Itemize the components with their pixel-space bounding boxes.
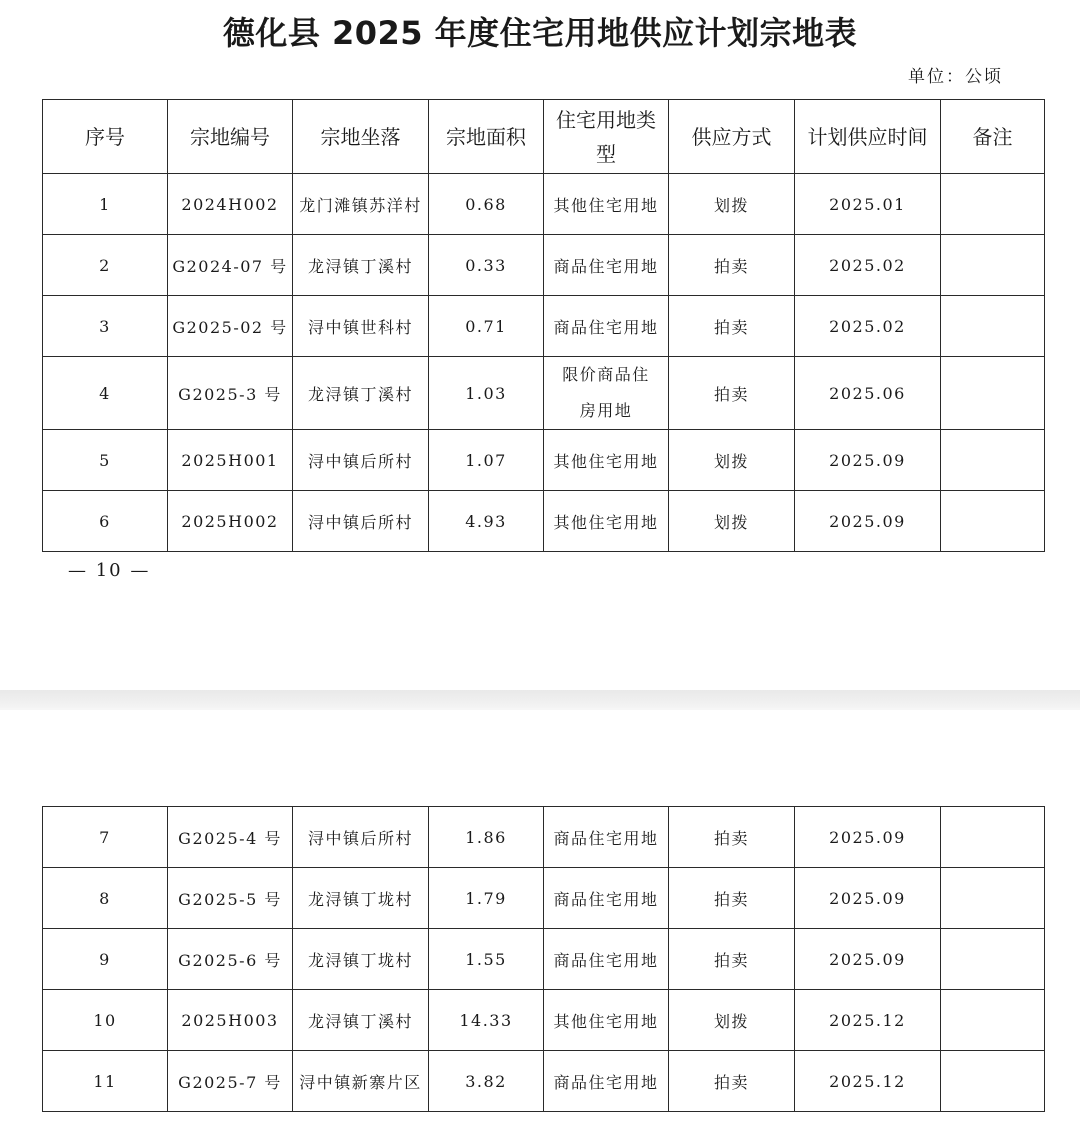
cell-no: 1 xyxy=(43,174,168,235)
cell-time: 2025.12 xyxy=(795,1051,941,1112)
cell-area: 1.03 xyxy=(429,357,544,430)
cell-area: 1.86 xyxy=(429,807,544,868)
cell-location: 浔中镇后所村 xyxy=(293,807,429,868)
cell-type: 其他住宅用地 xyxy=(544,491,669,552)
cell-location: 龙浔镇丁垅村 xyxy=(293,868,429,929)
table-row xyxy=(43,430,1045,491)
cell-method: 划拨 xyxy=(669,174,795,235)
cell-code: G2024-07 号 xyxy=(168,235,293,296)
page-separator-shadow xyxy=(0,708,1080,710)
table-row xyxy=(43,357,1045,430)
cell-time: 2025.06 xyxy=(795,357,941,430)
header-note: 备注 xyxy=(941,100,1045,174)
table-header-row xyxy=(43,100,1045,174)
table-row xyxy=(43,1051,1045,1112)
land-supply-table-page1 xyxy=(42,99,1045,552)
table-row xyxy=(43,174,1045,235)
cell-time: 2025.01 xyxy=(795,174,941,235)
cell-time: 2025.09 xyxy=(795,929,941,990)
table-row xyxy=(43,235,1045,296)
cell-time: 2025.02 xyxy=(795,296,941,357)
cell-no: 9 xyxy=(43,929,168,990)
header-no: 序号 xyxy=(43,100,168,174)
cell-code: 2025H001 xyxy=(168,430,293,491)
cell-method: 划拨 xyxy=(669,430,795,491)
cell-time: 2025.12 xyxy=(795,990,941,1051)
cell-type: 其他住宅用地 xyxy=(544,174,669,235)
cell-code: G2025-6 号 xyxy=(168,929,293,990)
unit-label: 单位：公顷 xyxy=(908,67,1003,87)
cell-area: 0.33 xyxy=(429,235,544,296)
cell-location: 龙浔镇丁溪村 xyxy=(293,235,429,296)
cell-area: 1.55 xyxy=(429,929,544,990)
land-supply-table-page2 xyxy=(42,806,1045,1112)
cell-no: 11 xyxy=(43,1051,168,1112)
cell-time: 2025.09 xyxy=(795,868,941,929)
cell-location: 浔中镇后所村 xyxy=(293,430,429,491)
cell-no: 4 xyxy=(43,357,168,430)
cell-code: G2025-4 号 xyxy=(168,807,293,868)
cell-method: 划拨 xyxy=(669,491,795,552)
header-time: 计划供应时间 xyxy=(795,100,941,174)
cell-type: 商品住宅用地 xyxy=(544,235,669,296)
header-method: 供应方式 xyxy=(669,100,795,174)
page-title: 德化县 2025 年度住宅用地供应计划宗地表 xyxy=(222,14,858,52)
cell-note xyxy=(941,430,1045,491)
cell-no: 10 xyxy=(43,990,168,1051)
cell-location: 龙浔镇丁溪村 xyxy=(293,357,429,430)
cell-area: 3.82 xyxy=(429,1051,544,1112)
cell-no: 5 xyxy=(43,430,168,491)
table-row xyxy=(43,868,1045,929)
table-row xyxy=(43,491,1045,552)
cell-method: 拍卖 xyxy=(669,929,795,990)
cell-note xyxy=(941,235,1045,296)
cell-area: 14.33 xyxy=(429,990,544,1051)
cell-code: G2025-02 号 xyxy=(168,296,293,357)
cell-time: 2025.09 xyxy=(795,491,941,552)
table-row xyxy=(43,296,1045,357)
cell-code: 2025H003 xyxy=(168,990,293,1051)
cell-type: 商品住宅用地 xyxy=(544,807,669,868)
cell-no: 7 xyxy=(43,807,168,868)
header-location: 宗地坐落 xyxy=(293,100,429,174)
cell-method: 划拨 xyxy=(669,990,795,1051)
cell-area: 1.79 xyxy=(429,868,544,929)
cell-no: 6 xyxy=(43,491,168,552)
cell-type: 商品住宅用地 xyxy=(544,296,669,357)
cell-type: 限价商品住房用地 xyxy=(544,357,669,430)
cell-note xyxy=(941,990,1045,1051)
cell-method: 拍卖 xyxy=(669,868,795,929)
cell-area: 0.68 xyxy=(429,174,544,235)
table-row xyxy=(43,990,1045,1051)
cell-type: 其他住宅用地 xyxy=(544,990,669,1051)
cell-location: 龙浔镇丁溪村 xyxy=(293,990,429,1051)
cell-time: 2025.02 xyxy=(795,235,941,296)
header-type: 住宅用地类型 xyxy=(544,100,669,174)
cell-code: G2025-5 号 xyxy=(168,868,293,929)
cell-type: 其他住宅用地 xyxy=(544,430,669,491)
cell-type: 商品住宅用地 xyxy=(544,929,669,990)
cell-no: 2 xyxy=(43,235,168,296)
header-area: 宗地面积 xyxy=(429,100,544,174)
cell-area: 1.07 xyxy=(429,430,544,491)
cell-code: G2025-7 号 xyxy=(168,1051,293,1112)
cell-no: 8 xyxy=(43,868,168,929)
cell-note xyxy=(941,296,1045,357)
cell-location: 龙浔镇丁垅村 xyxy=(293,929,429,990)
cell-note xyxy=(941,868,1045,929)
cell-method: 拍卖 xyxy=(669,296,795,357)
cell-type: 商品住宅用地 xyxy=(544,1051,669,1112)
cell-area: 0.71 xyxy=(429,296,544,357)
cell-code: 2024H002 xyxy=(168,174,293,235)
cell-type: 商品住宅用地 xyxy=(544,868,669,929)
cell-location: 浔中镇后所村 xyxy=(293,491,429,552)
cell-note xyxy=(941,174,1045,235)
cell-time: 2025.09 xyxy=(795,430,941,491)
cell-code: 2025H002 xyxy=(168,491,293,552)
cell-method: 拍卖 xyxy=(669,1051,795,1112)
page-number: — 10 — xyxy=(68,560,151,581)
cell-location: 龙门滩镇苏洋村 xyxy=(293,174,429,235)
cell-note xyxy=(941,357,1045,430)
cell-time: 2025.09 xyxy=(795,807,941,868)
cell-note xyxy=(941,929,1045,990)
cell-note xyxy=(941,1051,1045,1112)
header-code: 宗地编号 xyxy=(168,100,293,174)
cell-location: 浔中镇新寨片区 xyxy=(293,1051,429,1112)
cell-note xyxy=(941,807,1045,868)
table-row xyxy=(43,807,1045,868)
cell-no: 3 xyxy=(43,296,168,357)
table-row xyxy=(43,929,1045,990)
cell-location: 浔中镇世科村 xyxy=(293,296,429,357)
cell-method: 拍卖 xyxy=(669,807,795,868)
page-separator xyxy=(0,690,1080,708)
cell-method: 拍卖 xyxy=(669,357,795,430)
cell-area: 4.93 xyxy=(429,491,544,552)
cell-code: G2025-3 号 xyxy=(168,357,293,430)
cell-method: 拍卖 xyxy=(669,235,795,296)
cell-note xyxy=(941,491,1045,552)
